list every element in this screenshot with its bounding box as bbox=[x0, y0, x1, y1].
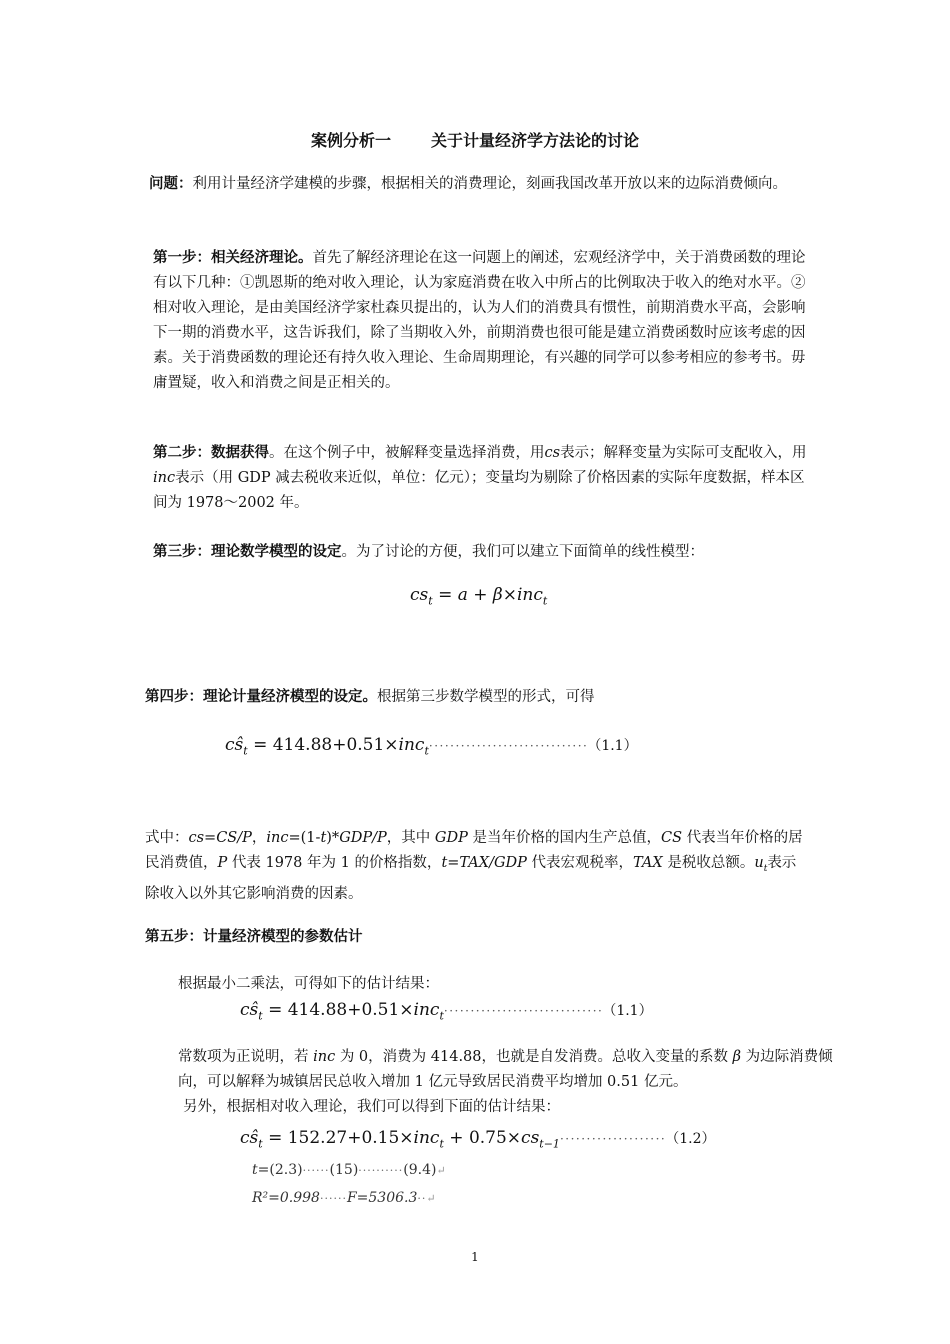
step5-label: 第五步：计量经济模型的参数估计 bbox=[145, 929, 363, 945]
equation-number: （1.1） bbox=[609, 1003, 653, 1019]
step2-label: 第二步：数据获得 bbox=[153, 445, 269, 461]
step5-paragraph bbox=[145, 925, 807, 950]
step3-text: 。为了讨论的方便，我们可以建立下面简单的线性模型： bbox=[341, 544, 704, 560]
equation-1-1: $cŝ_t = 414.88+0.51\times inc_t\cdot\cdot\cdot\cdot\cdot\cdot\cdot\cdot\cdot\cdot\cdot\cdot\cdot\cdot\cdot\cdot\cdot\cdot\cdot\cdot\cdot\cdot\cdot\cdot\cdot\cdot\cdot\cdot\cdot\cdot (1.1)$ bbox=[225, 735, 638, 758]
equation-number: （1.2） bbox=[672, 1131, 716, 1147]
equation-1-1-estimate: $cŝ_t = 414.88+0.51\times inc_t\cdot\cdot\cdot\cdot\cdot\cdot\cdot\cdot\cdot\cdot\cdot\cdot\cdot\cdot\cdot\cdot\cdot\cdot\cdot\cdot\cdot\cdot\cdot\cdot\cdot\cdot\cdot\cdot\cdot\cdot (1.1)$ bbox=[240, 1000, 653, 1023]
relative-intro: 另外，根据相对收入理论，我们可以得到下面的估计结果： bbox=[183, 1099, 560, 1115]
step4-text: 根据第三步数学模型的形式，可得 bbox=[377, 689, 595, 705]
document-title bbox=[0, 128, 950, 151]
question-paragraph bbox=[145, 172, 811, 197]
title-right: 关于计量经济学方法论的讨论 bbox=[431, 131, 640, 150]
equation-1-2: $cŝ_t = 152.27+0.15\times inc_t + 0.75\times cs_{t-1}\cdot\cdot\cdot\cdot\cdot\cdot\cdot\cdot\cdot\cdot\cdot\cdot\cdot\cdot\cdot\cdot\cdot\cdot\cdot\cdot (1.2)$ bbox=[240, 1128, 716, 1151]
t-statistics: t=(2.3)······(15)··········(9.4)↵ bbox=[252, 1162, 446, 1178]
explain-paragraph: 常数项为正说明，若 inc 为 0，消费为 414.88，也就是自发消费。总收入变量的系数 β 为边际消费倾向，可以解释为城镇居民总收入增加 1 亿元导致居民消费平均增加 0.51 亿元。 bbox=[178, 1049, 833, 1090]
fit-statistics: R²=0.998······F=5306.3··↵ bbox=[252, 1190, 436, 1206]
step1-paragraph bbox=[145, 246, 815, 396]
question-label: 问题： bbox=[149, 176, 193, 192]
equation-number: （1.1） bbox=[594, 738, 638, 754]
step4-paragraph bbox=[145, 685, 807, 710]
page-number: 1 bbox=[471, 1250, 479, 1264]
step4-label: 第四步：理论计量经济模型的设定。 bbox=[145, 689, 377, 705]
model-equation: $cs_t = a + \beta\times inc_t$ bbox=[410, 585, 548, 608]
title-left: 案例分析一 bbox=[310, 131, 391, 150]
question-text: 利用计量经济学建模的步骤，根据相关的消费理论，刻画我国改革开放以来的边际消费倾向。 bbox=[192, 176, 787, 192]
definitions-paragraph: 式中：cs=CS/P，inc=(1-t)*GDP/P，其中 GDP 是当年价格的国内生产总值，CS 代表当年价格的居民消费值，P 代表 1978 年为 1 的价格指数，t=TAX/GDP 代表宏观税率，TAX 是税收总额。$u_t$表示除收入以外其它影响消费的因素。 bbox=[145, 830, 803, 902]
step1-label: 第一步：相关经济理论。 bbox=[153, 250, 313, 266]
step3-label: 第三步：理论数学模型的设定 bbox=[153, 544, 342, 560]
ols-intro: 根据最小二乘法，可得如下的估计结果： bbox=[178, 976, 439, 992]
step1-text: 首先了解经济理论在这一问题上的阐述，宏观经济学中，关于消费函数的理论有以下几种：①凯恩斯的绝对收入理论，认为家庭消费在收入中所占的比例取决于收入的绝对水平。②相对收入理论，是由美国经济学家杜森贝提出的，认为人们的消费具有惯性，前期消费水平高，会影响下一期的消费水平，这告诉我们，除了当期收入外，前期消费也很可能是建立消费函数时应该考虑的因素。关于消费函数的理论还有持久收入理论、生命周期理论，有兴趣的同学可以参考相应的参考书。毋庸置疑，收入和消费之间是正相关的。 bbox=[153, 250, 806, 391]
step3-paragraph bbox=[145, 540, 815, 565]
step2-paragraph: 第二步：数据获得。在这个例子中，被解释变量选择消费，用cs表示；解释变量为实际可支配收入，用inc表示（用 GDP 减去税收来近似，单位：亿元）；变量均为剔除了价格因素的实际年度数据，样本区间为 1978～2002 年。 bbox=[153, 445, 807, 511]
